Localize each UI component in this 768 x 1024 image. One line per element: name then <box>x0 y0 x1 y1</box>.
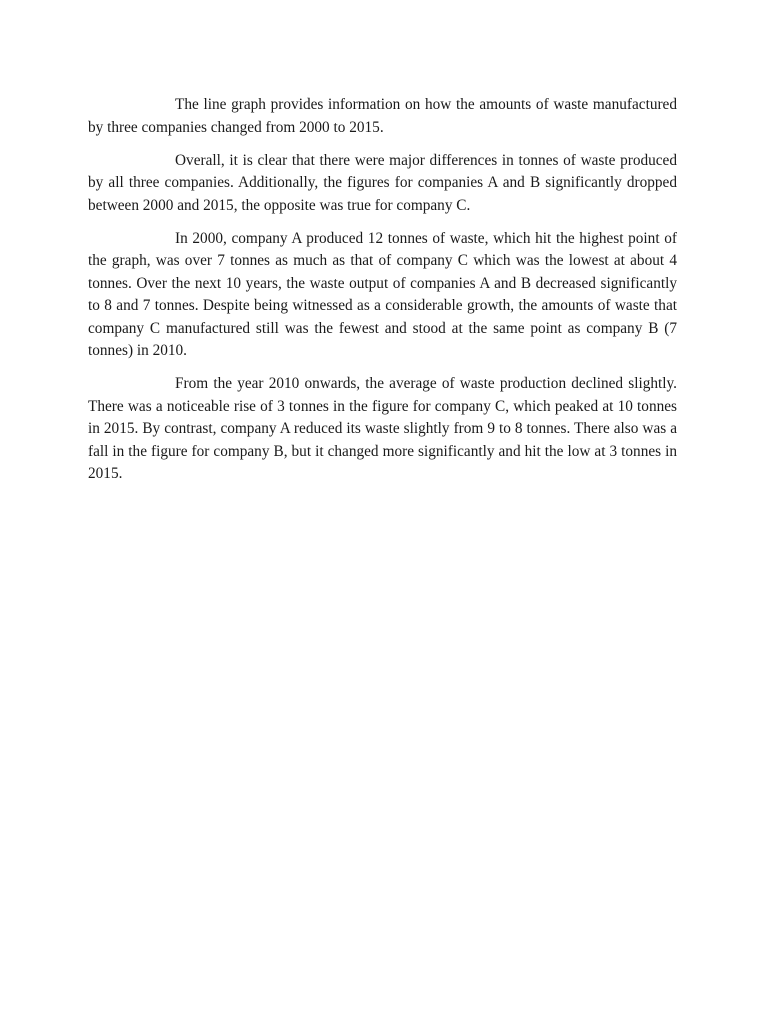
paragraph-body-1: In 2000, company A produced 12 tonnes of waste, which hit the highest point of the graph, was over 7 tonnes as much as that of company C which was the lowest at about 4 tonnes. Over the next 10 years, the waste output of companies A and B decreased significantly to 8 and 7 tonnes. Despite being witnessed as a considerable growth, the amounts of waste that company C manufactured still was the fewest and stood at the same point as company B (7 tonnes) in 2010. <box>88 229 677 359</box>
document-body <box>88 94 677 496</box>
paragraph-overview: Overall, it is clear that there were major differences in tonnes of waste produced by all three companies. Additionally, the figures for companies A and B significantly dropped between 2000 and 2015, the opposite was true for company C. <box>88 151 677 214</box>
paragraph-body-2: From the year 2010 onwards, the average of waste production declined slightly. There was a noticeable rise of 3 tonnes in the figure for company C, which peaked at 10 tonnes in 2015. By contrast, company A reduced its waste slightly from 9 to 8 tonnes. There also was a fall in the figure for company B, but it changed more significantly and hit the low at 3 tonnes in 2015. <box>88 375 677 482</box>
paragraph-introduction: The line graph provides information on how the amounts of waste manufactured by three companies changed from 2000 to 2015. <box>88 96 677 136</box>
